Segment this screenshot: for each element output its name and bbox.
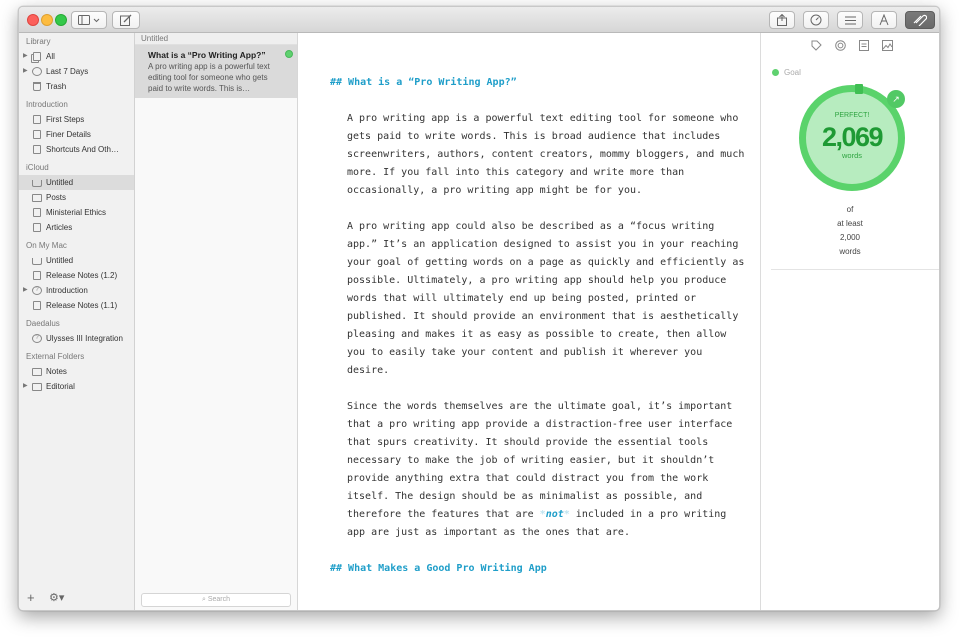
doc-icon [33, 301, 41, 310]
library-item-label: Posts [46, 193, 67, 202]
sheet-list-header: Untitled [135, 33, 297, 45]
library-item-label: Introduction [46, 286, 88, 295]
goal-progress-ring[interactable] [799, 85, 905, 191]
divider [771, 269, 939, 270]
list-button[interactable] [837, 11, 863, 29]
add-group-button[interactable]: + [27, 590, 35, 605]
library-item-label: Ulysses III Integration [46, 334, 123, 343]
attachments-panel [760, 33, 939, 610]
library-section-header: On My Mac [26, 241, 67, 250]
disclosure-triangle-icon[interactable]: ▶ [23, 287, 28, 293]
goal-target: 2,000 [839, 233, 861, 242]
paragraph-1: A pro writing app is a powerful text editing tool for someone who gets paid to write words. This is broad audience that includes screenwriters, authors, content creators, mommy bloggers, and much more. If you fall into this category and write more than occasionally, a pro writing app might be for you. [347, 113, 745, 196]
disclosure-triangle-icon[interactable]: ▶ [23, 53, 28, 59]
sheet-search-field[interactable] [141, 593, 291, 607]
library-item-label: Editorial [46, 382, 75, 391]
folder-icon [32, 368, 42, 376]
emphasis-text: not [545, 509, 564, 520]
docs-icon [33, 52, 41, 61]
editor[interactable] [298, 33, 760, 610]
share-goal-button[interactable] [887, 90, 905, 108]
library-item-label: Untitled [46, 256, 74, 265]
library-item[interactable] [19, 49, 134, 64]
toolbar [19, 7, 939, 33]
library-section-header: Introduction [26, 100, 68, 109]
library-list [19, 35, 134, 394]
goal-ring-start-marker [855, 84, 863, 94]
library-item[interactable] [19, 253, 134, 268]
list-icon [845, 16, 856, 25]
library-settings-button[interactable]: ⚙▾ [49, 592, 65, 604]
doc-icon [33, 271, 41, 280]
library-item-label: First Steps [46, 115, 85, 124]
library-item[interactable] [19, 64, 134, 79]
library-item[interactable] [19, 331, 134, 346]
doc-icon [33, 115, 41, 124]
goal-icon[interactable] [835, 40, 846, 51]
library-section-header: External Folders [26, 352, 85, 361]
library-item-label: All [46, 52, 55, 61]
library-item[interactable] [19, 190, 134, 205]
trash-icon [33, 82, 41, 91]
sheet-list [135, 33, 298, 610]
paragraph-3-text-b: included in a pro writing app are just as important as the ones that are. [347, 509, 727, 538]
share-button[interactable] [769, 11, 795, 29]
library-item[interactable] [19, 379, 134, 394]
library-item-label: Untitled [46, 178, 74, 187]
attachment-tabs [761, 40, 939, 54]
image-icon[interactable] [882, 40, 893, 51]
emphasis-not [540, 509, 570, 520]
stats-button[interactable] [803, 11, 829, 29]
library-item-label: Release Notes (1.1) [46, 301, 118, 310]
paragraph-3 [330, 398, 750, 542]
sheet-title: What is a “Pro Writing App?” [148, 50, 266, 60]
goal-status: PERFECT! [834, 112, 870, 119]
library-item[interactable] [19, 142, 134, 157]
disclosure-triangle-icon[interactable]: ▶ [23, 383, 28, 389]
zoom-window-button[interactable] [55, 14, 67, 26]
library-item[interactable] [19, 127, 134, 142]
doc-icon [33, 208, 41, 217]
library-item[interactable] [19, 220, 134, 235]
clock-icon [32, 67, 42, 76]
library-section-header: iCloud [26, 163, 49, 172]
library-item[interactable] [19, 283, 134, 298]
share-icon: ↗ [892, 94, 900, 104]
goal-label: Goal [784, 68, 801, 77]
close-window-button[interactable] [27, 14, 39, 26]
sidebar-icon [78, 15, 100, 26]
word-count-unit: words [841, 151, 862, 160]
library-item[interactable] [19, 205, 134, 220]
library-item[interactable] [19, 175, 134, 190]
sheet-item[interactable] [135, 45, 297, 98]
library-item-label: Articles [46, 223, 73, 232]
goal-reached-indicator [285, 50, 293, 58]
sheet-search-placeholder: Search [207, 596, 231, 603]
library-item-label: Finer Details [46, 130, 91, 139]
library-item-label: Trash [46, 82, 67, 91]
help-icon: ? [32, 334, 42, 343]
minimize-window-button[interactable] [41, 14, 53, 26]
help-icon: ? [32, 286, 42, 295]
app-window [18, 6, 940, 611]
keyword-icon[interactable] [811, 40, 822, 51]
inbox-icon [32, 258, 42, 265]
stats-icon [810, 14, 822, 26]
goal-target-unit: words [839, 247, 861, 256]
attachment-icon [913, 14, 927, 26]
library-section-header: Daedalus [26, 319, 60, 328]
share-icon [777, 14, 787, 26]
doc-icon [33, 130, 41, 139]
library-item-label: Shortcuts And Oth… [46, 145, 119, 154]
library-item[interactable] [19, 79, 134, 94]
paragraph-2: A pro writing app could also be described as a “focus writing app.” It’s an application designed to assist you in your reaching your goal of getting words on a page as quickly and efficiently as possible. Ultimately, a pro writing app should help you produce words that will ultimately end up being posted, printed or published. It should provide an environment that is aesthetically pleasing and makes it as easy as possible to create, then allow you to easily take your content and publish it wherever you desire. [347, 221, 745, 376]
library-item[interactable] [19, 364, 134, 379]
sidebar-toggle-button[interactable] [71, 11, 107, 29]
attachments-button[interactable] [905, 11, 935, 29]
notes-icon[interactable] [859, 40, 869, 51]
new-sheet-button[interactable] [112, 11, 140, 29]
emphasis-marker-close: * [563, 509, 570, 520]
heading-what-makes: ## What Makes a Good Pro Writing App [330, 563, 547, 574]
goal-status-dot [772, 69, 779, 76]
goal-at-least-label: at least [837, 219, 863, 228]
inbox-icon [32, 180, 42, 187]
library-item-label: Ministerial Ethics [46, 208, 107, 217]
library-item[interactable] [19, 268, 134, 283]
disclosure-triangle-icon[interactable]: ▶ [23, 68, 28, 74]
library-item-label: Last 7 Days [46, 67, 89, 76]
compose-icon [120, 14, 132, 26]
heading-what-is: ## What is a “Pro Writing App?” [330, 77, 517, 88]
emphasis-marker-open: * [539, 509, 546, 520]
folder-icon [32, 383, 42, 391]
doc-icon [33, 223, 41, 232]
library-sidebar [19, 33, 135, 610]
library-item-label: Notes [46, 367, 67, 376]
typography-button[interactable] [871, 11, 897, 29]
word-count: 2,069 [821, 122, 883, 152]
sheet-excerpt: A pro writing app is a powerful text editing tool for someone who gets paid to write words. This is… [148, 62, 270, 93]
folder-icon [32, 194, 42, 202]
goal-of-label: of [846, 205, 854, 214]
editor-text[interactable] [330, 74, 750, 578]
doc-icon [33, 145, 41, 154]
goal-header [772, 68, 801, 77]
library-item[interactable] [19, 112, 134, 127]
library-footer [19, 588, 134, 610]
paragraph-3-text-a: Since the words themselves are the ultimate goal, it’s important that a pro writing app provide a distraction-free user interface that spurs creativity. It should provide the essential tools necessary to make the job of writing easier, but it shouldn’t provide anything extra that could distract you from the work itself. The design should be as minimalist as possible, and therefore the features that are [347, 401, 733, 520]
library-item[interactable] [19, 298, 134, 313]
library-section-header: Library [26, 37, 51, 46]
search-icon: ⌕ [201, 596, 206, 603]
typography-icon [878, 14, 890, 26]
library-item-label: Release Notes (1.2) [46, 271, 118, 280]
